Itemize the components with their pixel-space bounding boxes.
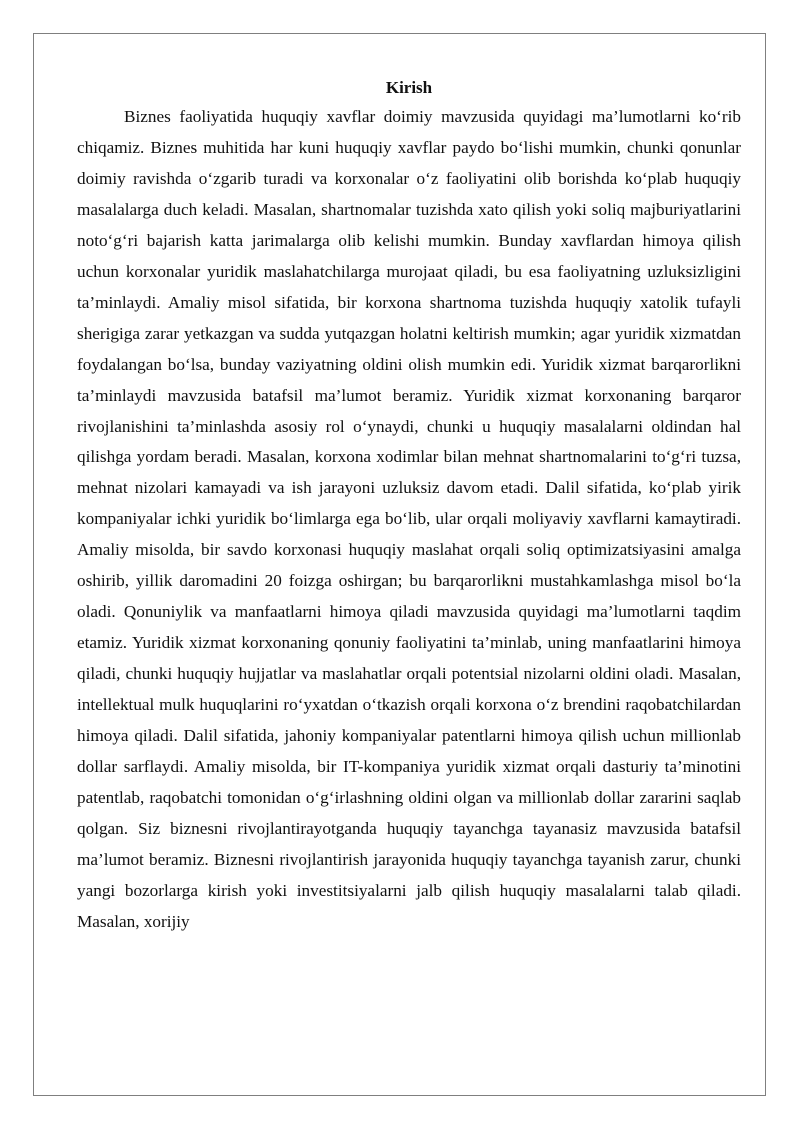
page-title: Kirish: [385, 78, 433, 97]
page-content: [77, 74, 741, 938]
body-paragraph: Biznes faoliyatida huquqiy xavflar doimiy mavzusida quyidagi ma’lumotlarni ko‘rib chiqamiz. Biznes muhitida har kuni huquqiy xavflar paydo bo‘lishi mumkin, chunki qonunlar doimiy ravishda o‘zgarib turadi va korxonalar o‘z faoliyatini olib borishda ko‘plab huquqiy masalalarga duch keladi. Masalan, shartnomalar tuzishda xato qilish yoki soliq majburiyatlarini noto‘g‘ri bajarish katta jarimalarga olib kelishi mumkin. Bunday xavflardan himoya qilish uchun korxonalar yuridik maslahatchilarga murojaat qiladi, bu esa faoliyatning uzluksizligini ta’minlaydi. Amaliy misol sifatida, bir korxona shartnoma tuzishda huquqiy xatolik tufayli sherigiga zarar yetkazgan va sudda yutqazgan holatni keltirish mumkin; agar yuridik xizmatdan foydalangan bo‘lsa, bunday vaziyatning oldini olish mumkin edi. Yuridik xizmat barqarorlikni ta’minlaydi mavzusida batafsil ma’lumot beramiz. Yuridik xizmat korxonaning barqaror rivojlanishini ta’minlashda asosiy rol o‘ynaydi, chunki u huquqiy masalalarni oldindan hal qilishga yordam beradi. Masalan, korxona xodimlar bilan mehnat shartnomalarini to‘g‘ri tuzsa, mehnat nizolari kamayadi va ish jarayoni uzluksiz davom etadi. Dalil sifatida, ko‘plab yirik kompaniyalar ichki yuridik bo‘limlarga ega bo‘lib, ular orqali moliyaviy xavflarni kamaytiradi. Amaliy misolda, bir savdo korxonasi huquqiy maslahat orqali soliq optimizatsiyasini amalga oshirib, yillik daromadini 20 foizga oshirgan; bu barqarorlikni mustahkamlashga misol bo‘la oladi. Qonuniylik va manfaatlarni himoya qiladi mavzusida quyidagi ma’lumotlarni taqdim etamiz. Yuridik xizmat korxonaning qonuniy faoliyatini ta’minlab, uning manfaatlarini himoya qiladi, chunki huquqiy hujjatlar va maslahatlar orqali potentsial nizolarni oldini oladi. Masalan, intellektual mulk huquqlarini ro‘yxatdan o‘tkazish orqali korxona o‘z brendini raqobatchilardan himoya qiladi. Dalil sifatida, jahoniy kompaniyalar patentlarni himoya qilish uchun millionlab dollar sarflaydi. Amaliy misolda, bir IT-kompaniya yuridik xizmat orqali dasturiy ta’minotini patentlab, raqobatchi tomonidan o‘g‘irlashning oldini olgan va millionlab dollar zararini saqlab qolgan. Siz biznesni rivojlantirayotganda huquqiy tayanchga tayanasiz mavzusida batafsil ma’lumot beramiz. Biznesni rivojlantirish jarayonida huquqiy tayanchga tayanish zarur, chunki yangi bozorlarga kirish yoki investitsiyalarni jalb qilish huquqiy masalalarni talab qiladi. Masalan, xorijiy: [77, 107, 741, 931]
